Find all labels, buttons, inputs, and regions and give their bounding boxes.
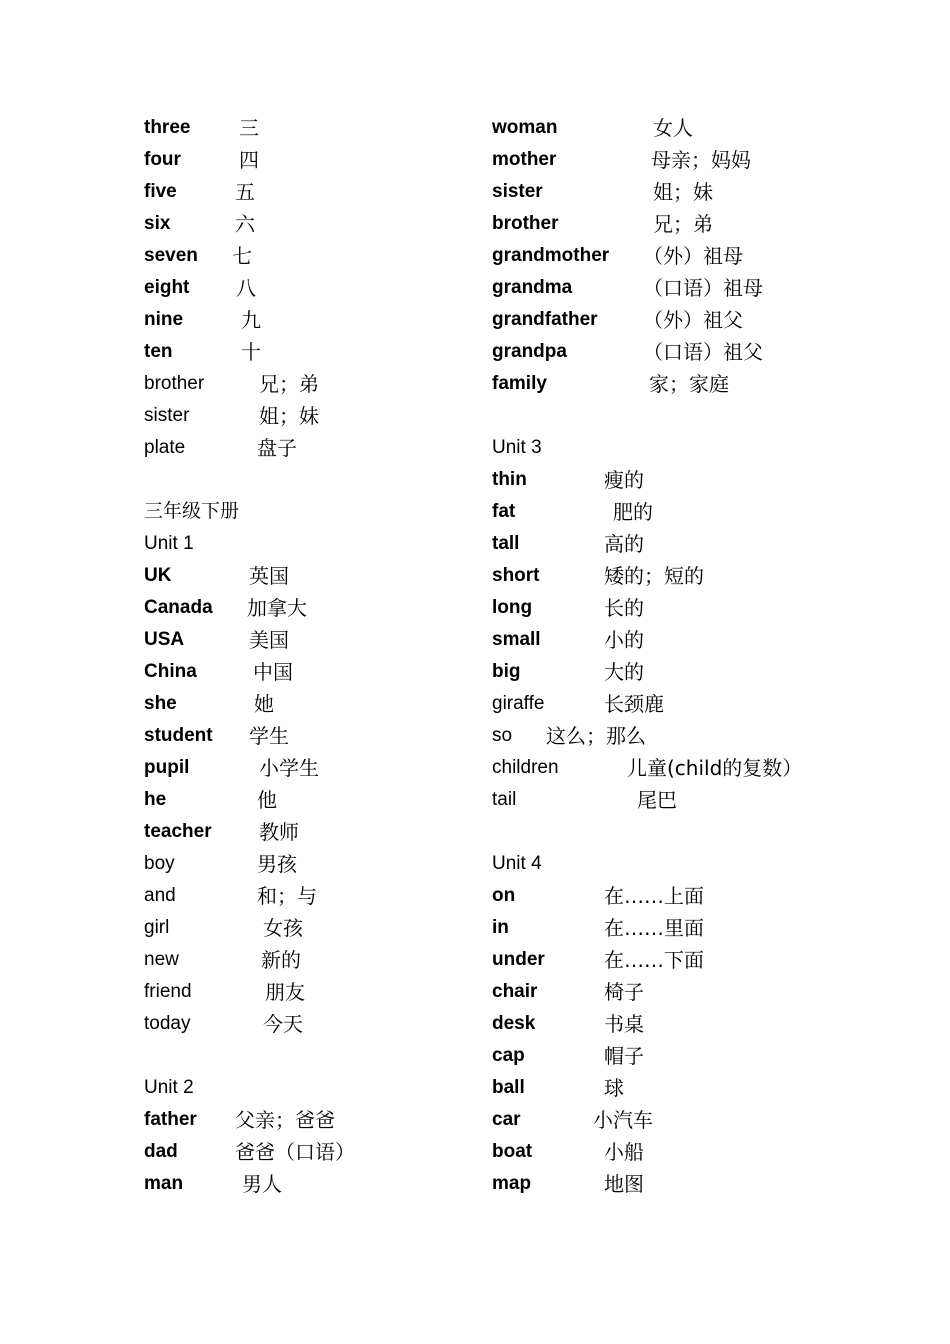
chinese-meaning: 男孩 <box>257 852 297 876</box>
chinese-meaning: 爸爸（口语） <box>235 1140 355 1164</box>
chinese-meaning: 小学生 <box>259 756 319 780</box>
chinese-meaning: 女孩 <box>263 916 303 940</box>
english-word: China <box>144 661 197 682</box>
english-word: grandmother <box>492 245 610 266</box>
english-word: chair <box>492 981 538 1002</box>
english-word: in <box>492 917 509 938</box>
english-word: three <box>144 117 191 138</box>
chinese-meaning: 和；与 <box>257 884 317 908</box>
chinese-meaning: 肥的 <box>613 500 653 524</box>
english-word: grandfather <box>492 309 598 330</box>
chinese-meaning: 姐；妹 <box>653 180 713 204</box>
chinese-meaning: （外）祖父 <box>643 308 743 332</box>
chinese-meaning: 父亲；爸爸 <box>235 1108 335 1132</box>
english-word: on <box>492 885 516 906</box>
chinese-meaning: 尾巴 <box>637 788 677 812</box>
english-word: boat <box>492 1141 533 1162</box>
english-word: sister <box>144 405 190 426</box>
chinese-meaning: 九 <box>241 308 261 332</box>
chinese-meaning: 兄；弟 <box>259 372 319 396</box>
chinese-meaning: 这么；那么 <box>546 724 646 748</box>
english-word: teacher <box>144 821 212 842</box>
chinese-meaning: 书桌 <box>604 1012 644 1036</box>
chinese-meaning: 矮的；短的 <box>604 564 704 588</box>
english-word: girl <box>144 917 170 938</box>
english-word: giraffe <box>492 693 545 714</box>
english-word: under <box>492 949 545 970</box>
section-heading: Unit 4 <box>492 853 542 874</box>
english-word: nine <box>144 309 184 330</box>
chinese-meaning: 盘子 <box>257 436 297 460</box>
chinese-meaning: 新的 <box>261 948 301 972</box>
english-word: he <box>144 789 167 810</box>
english-word: children <box>492 757 559 778</box>
chinese-meaning: 长的 <box>604 596 644 620</box>
chinese-meaning: 五 <box>235 180 255 204</box>
section-heading: Unit 3 <box>492 437 542 458</box>
section-heading: Unit 2 <box>144 1077 194 1098</box>
english-word: six <box>144 213 171 234</box>
chinese-meaning: 球 <box>604 1076 624 1100</box>
chinese-meaning: （口语）祖父 <box>643 340 763 364</box>
english-word: car <box>492 1109 521 1130</box>
chinese-meaning: 椅子 <box>604 980 644 1004</box>
english-word: thin <box>492 469 527 490</box>
english-word: cap <box>492 1045 525 1066</box>
english-word: ten <box>144 341 173 362</box>
chinese-meaning: 儿童(child的复数） <box>627 756 803 780</box>
english-word: today <box>144 1013 191 1034</box>
chinese-meaning: 中国 <box>253 660 293 684</box>
chinese-meaning: 瘦的 <box>604 468 644 492</box>
chinese-meaning: 教师 <box>259 820 299 844</box>
english-word: short <box>492 565 540 586</box>
chinese-meaning: 小的 <box>604 628 644 652</box>
chinese-meaning: 小汽车 <box>593 1108 653 1132</box>
chinese-meaning: 帽子 <box>604 1044 644 1068</box>
chinese-meaning: 四 <box>239 148 259 172</box>
chinese-meaning: 他 <box>257 788 277 812</box>
english-word: small <box>492 629 541 650</box>
chinese-meaning: 女人 <box>653 116 693 140</box>
english-word: and <box>144 885 176 906</box>
section-heading: Unit 1 <box>144 533 194 554</box>
chinese-meaning: 男人 <box>242 1172 282 1196</box>
english-word: new <box>144 949 179 970</box>
chinese-meaning: 八 <box>236 276 256 300</box>
english-word: pupil <box>144 757 190 778</box>
chinese-meaning: 小船 <box>604 1140 644 1164</box>
chinese-meaning: 地图 <box>604 1172 644 1196</box>
english-word: four <box>144 149 181 170</box>
english-word: long <box>492 597 533 618</box>
chinese-meaning: 她 <box>254 692 274 716</box>
english-word: plate <box>144 437 186 458</box>
chinese-meaning: （外）祖母 <box>643 244 743 268</box>
english-word: map <box>492 1173 532 1194</box>
english-word: USA <box>144 629 185 650</box>
english-word: UK <box>144 565 172 586</box>
english-word: dad <box>144 1141 178 1162</box>
chinese-meaning: 三 <box>239 116 259 140</box>
chinese-meaning: 母亲；妈妈 <box>651 148 751 172</box>
chinese-meaning: 加拿大 <box>247 596 307 620</box>
english-word: she <box>144 693 177 714</box>
english-word: ball <box>492 1077 525 1098</box>
chinese-meaning: 今天 <box>263 1012 303 1036</box>
chinese-meaning: 学生 <box>249 724 289 748</box>
english-word: Canada <box>144 597 213 618</box>
chinese-meaning: 兄；弟 <box>653 212 713 236</box>
chinese-meaning: 高的 <box>604 532 644 556</box>
english-word: man <box>144 1173 184 1194</box>
english-word: big <box>492 661 521 682</box>
chinese-meaning: 姐；妹 <box>259 404 319 428</box>
english-word: so <box>492 725 513 746</box>
english-word: woman <box>492 117 558 138</box>
english-word: boy <box>144 853 175 874</box>
chinese-meaning: 在……里面 <box>604 916 704 940</box>
chinese-meaning: 美国 <box>249 628 289 652</box>
english-word: brother <box>144 373 205 394</box>
english-word: mother <box>492 149 557 170</box>
chinese-meaning: 在……上面 <box>604 884 704 908</box>
english-word: seven <box>144 245 198 266</box>
chinese-meaning: 英国 <box>249 564 289 588</box>
chinese-meaning: 六 <box>235 212 255 236</box>
english-word: tail <box>492 789 517 810</box>
english-word: fat <box>492 501 516 522</box>
chinese-meaning: 七 <box>232 244 252 268</box>
english-word: student <box>144 725 213 746</box>
english-word: friend <box>144 981 192 1002</box>
chinese-meaning: 朋友 <box>265 980 305 1004</box>
english-word: grandma <box>492 277 573 298</box>
english-word: eight <box>144 277 190 298</box>
english-word: family <box>492 373 547 394</box>
chinese-meaning: 家；家庭 <box>649 372 729 396</box>
english-word: brother <box>492 213 559 234</box>
english-word: grandpa <box>492 341 567 362</box>
english-word: sister <box>492 181 543 202</box>
chinese-meaning: 长颈鹿 <box>604 692 664 716</box>
english-word: five <box>144 181 177 202</box>
chinese-meaning: （口语）祖母 <box>643 276 763 300</box>
chinese-meaning: 在……下面 <box>604 948 704 972</box>
english-word: desk <box>492 1013 536 1034</box>
english-word: tall <box>492 533 520 554</box>
chinese-meaning: 大的 <box>604 660 644 684</box>
chinese-meaning: 十 <box>241 340 261 364</box>
english-word: father <box>144 1109 197 1130</box>
section-heading: 三年级下册 <box>144 501 240 522</box>
